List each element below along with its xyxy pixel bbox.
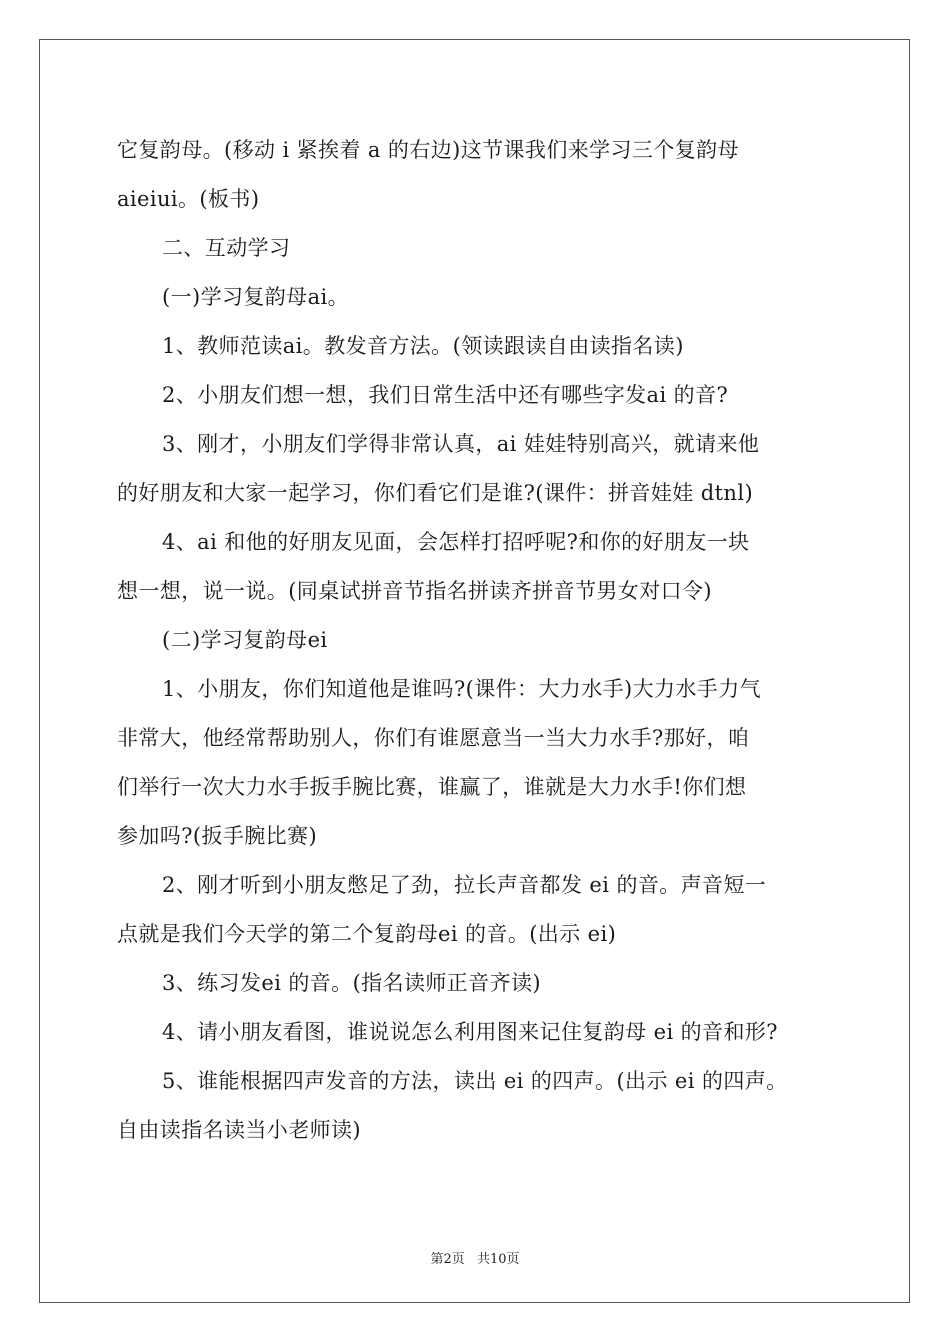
page-number: 第2页: [430, 1252, 465, 1267]
text-line: 自由读指名读当小老师读): [117, 1118, 361, 1142]
text-line: 参加吗?(扳手腕比赛): [117, 824, 318, 848]
page-footer: [0, 1248, 950, 1267]
text-line: 5、谁能根据四声发音的方法，读出 ei 的四声。(出示 ei 的四声。: [162, 1069, 788, 1093]
text-line: 3、练习发ei 的音。(指名读师正音齐读): [162, 971, 541, 995]
text-line: 的好朋友和大家一起学习，你们看它们是谁?(课件：拼音娃娃 dtnl): [117, 481, 754, 505]
text-line: (一)学习复韵母ai。: [162, 285, 350, 309]
text-line: 非常大，他经常帮助别人，你们有谁愿意当一当大力水手?那好，咱: [117, 726, 750, 750]
text-line: 1、小朋友，你们知道他是谁吗?(课件：大力水手)大力水手力气: [162, 677, 762, 701]
text-line: 二、互动学习: [162, 236, 291, 260]
text-line: 3、刚才，小朋友们学得非常认真，ai 娃娃特别高兴，就请来他: [162, 432, 760, 456]
text-line: 2、小朋友们想一想，我们日常生活中还有哪些字发ai 的音?: [162, 383, 729, 407]
text-line: 点就是我们今天学的第二个复韵母ei 的音。(出示 ei): [117, 922, 617, 946]
text-line: (二)学习复韵母ei: [162, 628, 328, 652]
page-total: 共10页: [476, 1252, 520, 1267]
document-body: [117, 126, 837, 1155]
text-line: 想一想，说一说。(同桌试拼音节指名拼读齐拼音节男女对口令): [117, 579, 712, 603]
text-line: 们举行一次大力水手扳手腕比赛，谁赢了，谁就是大力水手!你们想: [117, 775, 747, 799]
text-line: 1、教师范读ai。教发音方法。(领读跟读自由读指名读): [162, 334, 684, 358]
text-line: aieiui。(板书): [117, 187, 260, 211]
text-line: 它复韵母。(移动 i 紧挨着 a 的右边)这节课我们来学习三个复韵母: [117, 138, 739, 162]
text-line: 4、请小朋友看图，谁说说怎么利用图来记住复韵母 ei 的音和形?: [162, 1020, 778, 1044]
text-line: 2、刚才听到小朋友憋足了劲，拉长声音都发 ei 的音。声音短一: [162, 873, 767, 897]
text-line: 4、ai 和他的好朋友见面，会怎样打招呼呢?和你的好朋友一块: [162, 530, 750, 554]
